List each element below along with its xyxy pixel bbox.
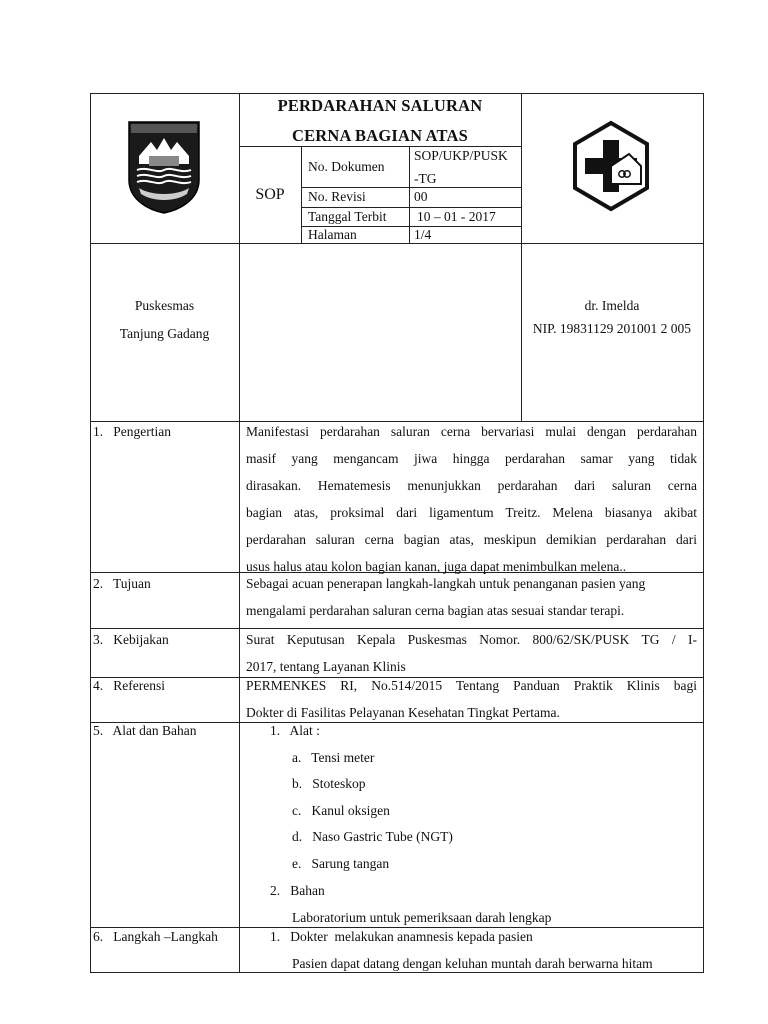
field-label-no-dokumen: No. Dokumen <box>308 159 385 174</box>
field-label-halaman: Halaman <box>308 227 357 242</box>
pengertian-line: usus halus atau kolon bagian kanan, juga dapat menimbulkan melena.. <box>246 559 627 574</box>
alat-item: e. Sarung tangan <box>292 856 390 871</box>
pengertian-line: Manifestasi perdarahan saluran cerna bervariasi mulai dengan perdarahan <box>246 424 697 439</box>
section-label-referensi: 4. Referensi <box>93 678 165 693</box>
field-value-tanggal-terbit: 10 – 01 - 2017 <box>417 209 496 224</box>
bahan-text: Laboratorium untuk pemeriksaan darah lengkap <box>292 910 552 925</box>
regency-emblem-icon <box>127 120 201 214</box>
field-value-no-revisi: 00 <box>414 189 428 204</box>
alat-heading: 1. Alat : <box>270 723 320 738</box>
kebijakan-line: Surat Keputusan Kepala Puskesmas Nomor. 800/62/SK/PUSK TG / I- <box>246 632 697 647</box>
document-title-line2: CERNA BAGIAN ATAS <box>291 126 469 145</box>
document-title-line1: PERDARAHAN SALURAN <box>277 96 483 115</box>
org-name-line1: Puskesmas <box>134 298 195 313</box>
signatory-name: dr. Imelda <box>584 298 640 313</box>
field-value-no-dokumen-line2: -TG <box>414 171 437 186</box>
field-label-no-revisi: No. Revisi <box>308 189 366 204</box>
section-label-alat-bahan: 5. Alat dan Bahan <box>93 723 197 738</box>
langkah-step-1-detail: Pasien dapat datang dengan keluhan muntah darah berwarna hitam <box>292 956 653 971</box>
puskesmas-logo-icon <box>571 120 651 212</box>
alat-item: b. Stoteskop <box>292 776 366 791</box>
pengertian-line: perdarahan saluran cerna bagian atas, meskipun demikian perdarahan dari <box>246 532 697 547</box>
referensi-line: PERMENKES RI, No.514/2015 Tentang Panduan Praktik Klinis bagi <box>246 678 697 693</box>
pengertian-line: dirasakan. Hematemesis menunjukkan perdarahan dari saluran cerna <box>246 478 697 493</box>
section-label-kebijakan: 3. Kebijakan <box>93 632 169 647</box>
field-value-no-dokumen-line1: SOP/UKP/PUSK <box>414 148 508 163</box>
section-label-pengertian: 1. Pengertian <box>93 424 171 439</box>
tujuan-line: mengalami perdarahan saluran cerna bagian atas sesuai standar terapi. <box>246 603 625 618</box>
kebijakan-line: 2017, tentang Layanan Klinis <box>246 659 406 674</box>
referensi-line: Dokter di Fasilitas Pelayanan Kesehatan Tingkat Pertama. <box>246 705 560 720</box>
alat-item: a. Tensi meter <box>292 750 375 765</box>
section-label-tujuan: 2. Tujuan <box>93 576 151 591</box>
field-label-tanggal-terbit: Tanggal Terbit <box>308 209 387 224</box>
alat-item: c. Kanul oksigen <box>292 803 390 818</box>
signatory-nip: NIP. 19831129 201001 2 005 <box>532 321 692 336</box>
pengertian-line: masif yang mengancam jiwa hingga perdarahan samar yang tidak <box>246 451 697 466</box>
sop-label: SOP <box>255 186 285 203</box>
section-label-langkah: 6. Langkah –Langkah <box>93 929 218 944</box>
tujuan-line: Sebagai acuan penerapan langkah-langkah untuk penanganan pasien yang <box>246 576 646 591</box>
langkah-step-1: 1. Dokter melakukan anamnesis kepada pasien <box>270 929 533 944</box>
pengertian-line: bagian atas, proksimal dari ligamentum Treitz. Melena biasanya akibat <box>246 505 697 520</box>
org-name-line2: Tanjung Gadang <box>119 326 210 341</box>
field-value-halaman: 1/4 <box>414 227 432 242</box>
bahan-heading: 2. Bahan <box>270 883 325 898</box>
alat-item: d. Naso Gastric Tube (NGT) <box>292 829 453 844</box>
